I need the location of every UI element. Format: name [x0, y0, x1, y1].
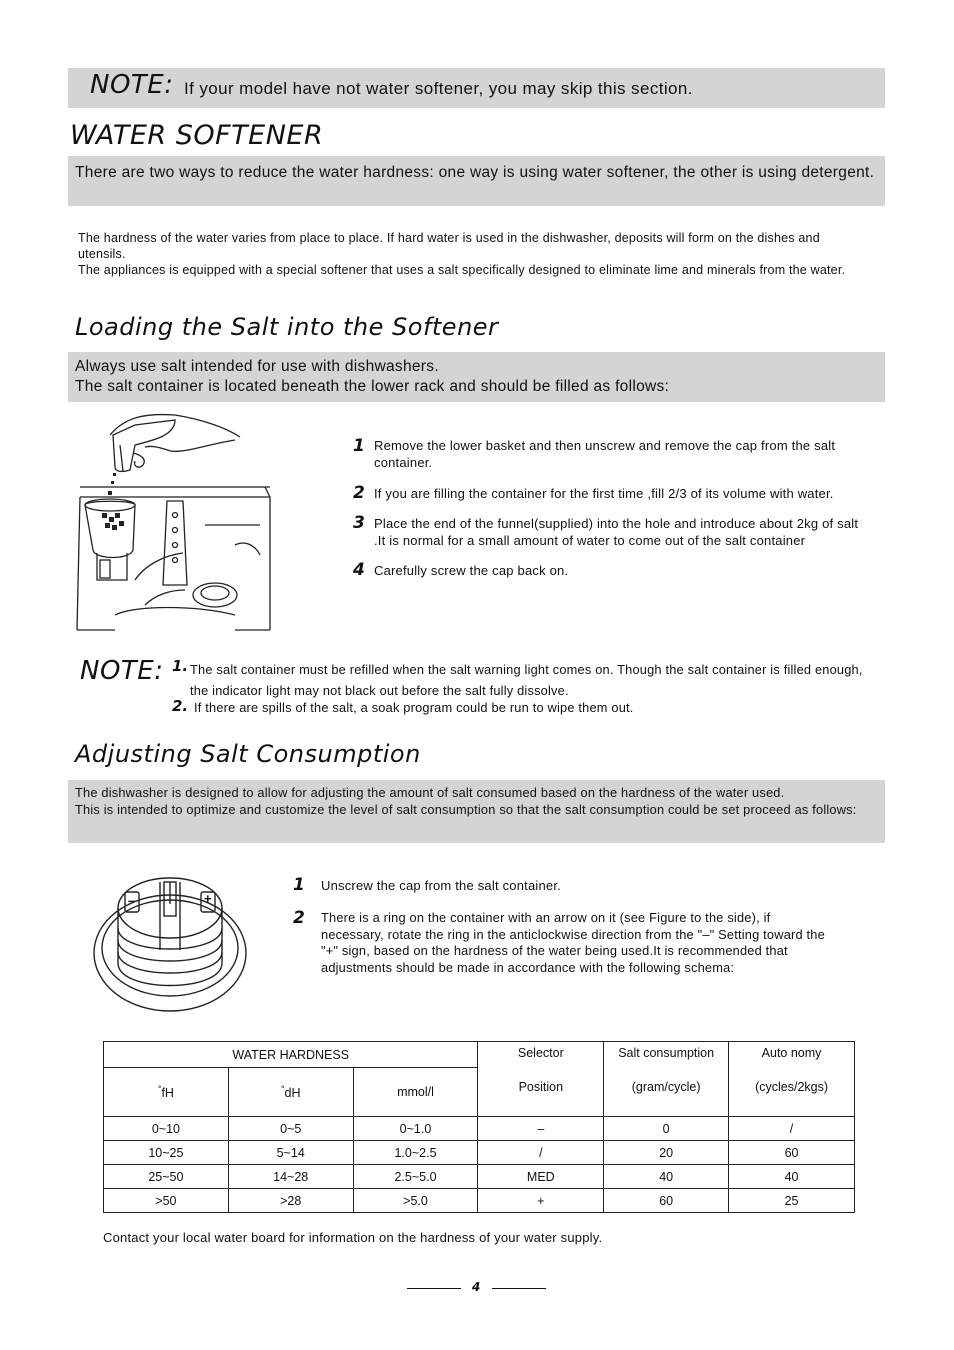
adjusting-banner-text: The dishwasher is designed to allow for adjusting the amount of salt consumed based on the hardness of the water used. This is intended to optimize and customize the level of salt consumption so that the salt consumption could be set proceed as follows: — [75, 785, 857, 817]
loading-step-3-number: 3 — [353, 513, 365, 533]
table-cell: 0~5 — [228, 1117, 353, 1141]
loading-step-2-text: If you are filling the container for the first time ,fill 2/3 of its volume with water. — [374, 486, 834, 501]
table-cell: 2.5~5.0 — [353, 1165, 478, 1189]
contact-note: Contact your local water board for information on the hardness of your water supply. — [103, 1230, 603, 1245]
table-cell: 0 — [604, 1117, 729, 1141]
autonomy-header-line2: (cycles/2kgs) — [755, 1080, 829, 1094]
table-cell: 0~1.0 — [353, 1117, 478, 1141]
loading-banner-line1: Always use salt intended for use with dishwashers. — [75, 358, 439, 375]
loading-step-4-number: 4 — [353, 560, 365, 580]
note-item-2-number: 2. — [172, 697, 189, 715]
table-cell: / — [729, 1117, 855, 1141]
softener-paragraph: The appliances is equipped with a special softener that uses a salt specifically designed to eliminate lime and minerals from the water. — [78, 263, 846, 277]
table-header-dh — [228, 1068, 353, 1117]
table-cell: 40 — [604, 1165, 729, 1189]
note-text: If your model have not water softener, you may skip this section. — [184, 79, 693, 98]
table-cell: 25~50 — [104, 1165, 229, 1189]
table-header-salt — [604, 1042, 729, 1117]
table-cell: >28 — [228, 1189, 353, 1213]
table-row — [104, 1165, 855, 1189]
table-cell: >50 — [104, 1189, 229, 1213]
loading-step-2-number: 2 — [353, 483, 365, 503]
adjusting-step-1-text: Unscrew the cap from the salt container. — [321, 878, 561, 893]
degree-sign-dh: ° — [280, 1083, 285, 1094]
page-number-rule-right — [492, 1288, 546, 1289]
adjusting-step-2-number: 2 — [293, 908, 305, 928]
hardness-paragraph: The hardness of the water varies from place to place. If hard water is used in the dishwasher, deposits will form on the dishes and utensils. — [78, 231, 820, 261]
dial-plus-sign: + — [204, 891, 212, 906]
section-title-water-softener: WATER SOFTENER — [70, 120, 324, 151]
page-number-rule-left — [407, 1288, 461, 1289]
table-cell: >5.0 — [353, 1189, 478, 1213]
table-cell: 40 — [729, 1165, 855, 1189]
selector-header-line2: Position — [518, 1080, 564, 1094]
table-cell: MED — [478, 1165, 604, 1189]
table-cell: 14~28 — [228, 1165, 353, 1189]
autonomy-header-line1: Auto nomy — [761, 1046, 822, 1060]
table-row — [104, 1117, 855, 1141]
adjusting-step-1-number: 1 — [293, 875, 305, 895]
dial-minus-sign: – — [128, 893, 136, 908]
section-title-adjusting: Adjusting Salt Consumption — [75, 740, 421, 768]
note-item-1-number: 1. — [172, 657, 189, 675]
adjusting-step-2-text: There is a ring on the container with an arrow on it (see Figure to the side), if necessary, rotate the ring in the anticlockwise direction from the "–" Setting toward the "+" sign, based on the hardness of the water being used.It is recommended that adjustments should be made in accordance with the following schema: — [321, 910, 825, 975]
table-cell: + — [478, 1189, 604, 1213]
dh-label: dH — [284, 1086, 301, 1101]
page-number: 4 — [472, 1280, 481, 1294]
selector-header-line1: Selector — [517, 1046, 564, 1060]
loading-step-4-text: Carefully screw the cap back on. — [374, 563, 569, 578]
water-softener-banner-text: There are two ways to reduce the water hardness: one way is using water softener, the other is using detergent. — [75, 164, 875, 181]
salt-header-line2: (gram/cycle) — [631, 1080, 701, 1094]
table-cell: 20 — [604, 1141, 729, 1165]
note-item-2-text: If there are spills of the salt, a soak program could be run to wipe them out. — [194, 700, 634, 715]
table-header-fh — [104, 1068, 229, 1117]
table-cell: / — [478, 1141, 604, 1165]
salt-dial-illustration — [88, 868, 250, 1018]
table-header-autonomy — [729, 1042, 855, 1117]
table-cell: 5~14 — [228, 1141, 353, 1165]
table-cell: 0~10 — [104, 1117, 229, 1141]
table-cell: 25 — [729, 1189, 855, 1213]
table-cell: 60 — [729, 1141, 855, 1165]
table-row — [104, 1141, 855, 1165]
loading-banner-line2: The salt container is located beneath the lower rack and should be filled as follows: — [75, 378, 670, 395]
table-header-mmol: mmol/l — [353, 1068, 478, 1117]
degree-sign-fh: ° — [157, 1083, 162, 1094]
salt-header-line1: Salt consumption — [618, 1046, 715, 1060]
table-cell: – — [478, 1117, 604, 1141]
note-label-2: NOTE: — [80, 656, 164, 686]
water-hardness-table — [103, 1041, 855, 1213]
table-header-water-hardness: WATER HARDNESS — [104, 1042, 478, 1068]
table-cell: 1.0~2.5 — [353, 1141, 478, 1165]
table-cell: 60 — [604, 1189, 729, 1213]
section-title-loading-salt: Loading the Salt into the Softener — [75, 313, 499, 341]
loading-step-3-text: Place the end of the funnel(supplied) into the hole and introduce about 2kg of salt .It is normal for a small amount of water to come out of the salt container — [374, 516, 859, 548]
table-row — [104, 1189, 855, 1213]
note-label: NOTE: — [90, 70, 174, 100]
table-cell: 10~25 — [104, 1141, 229, 1165]
salt-loading-illustration — [75, 405, 275, 635]
note-item-1-text: The salt container must be refilled when the salt warning light comes on. Though the salt container is filled enough, the indicator light may not black out before the salt fully dissolve. — [190, 662, 863, 698]
loading-step-1-number: 1 — [353, 436, 365, 456]
table-header-selector — [478, 1042, 604, 1117]
fh-label: fH — [161, 1086, 174, 1101]
loading-step-1-text: Remove the lower basket and then unscrew and remove the cap from the salt container. — [374, 438, 836, 470]
